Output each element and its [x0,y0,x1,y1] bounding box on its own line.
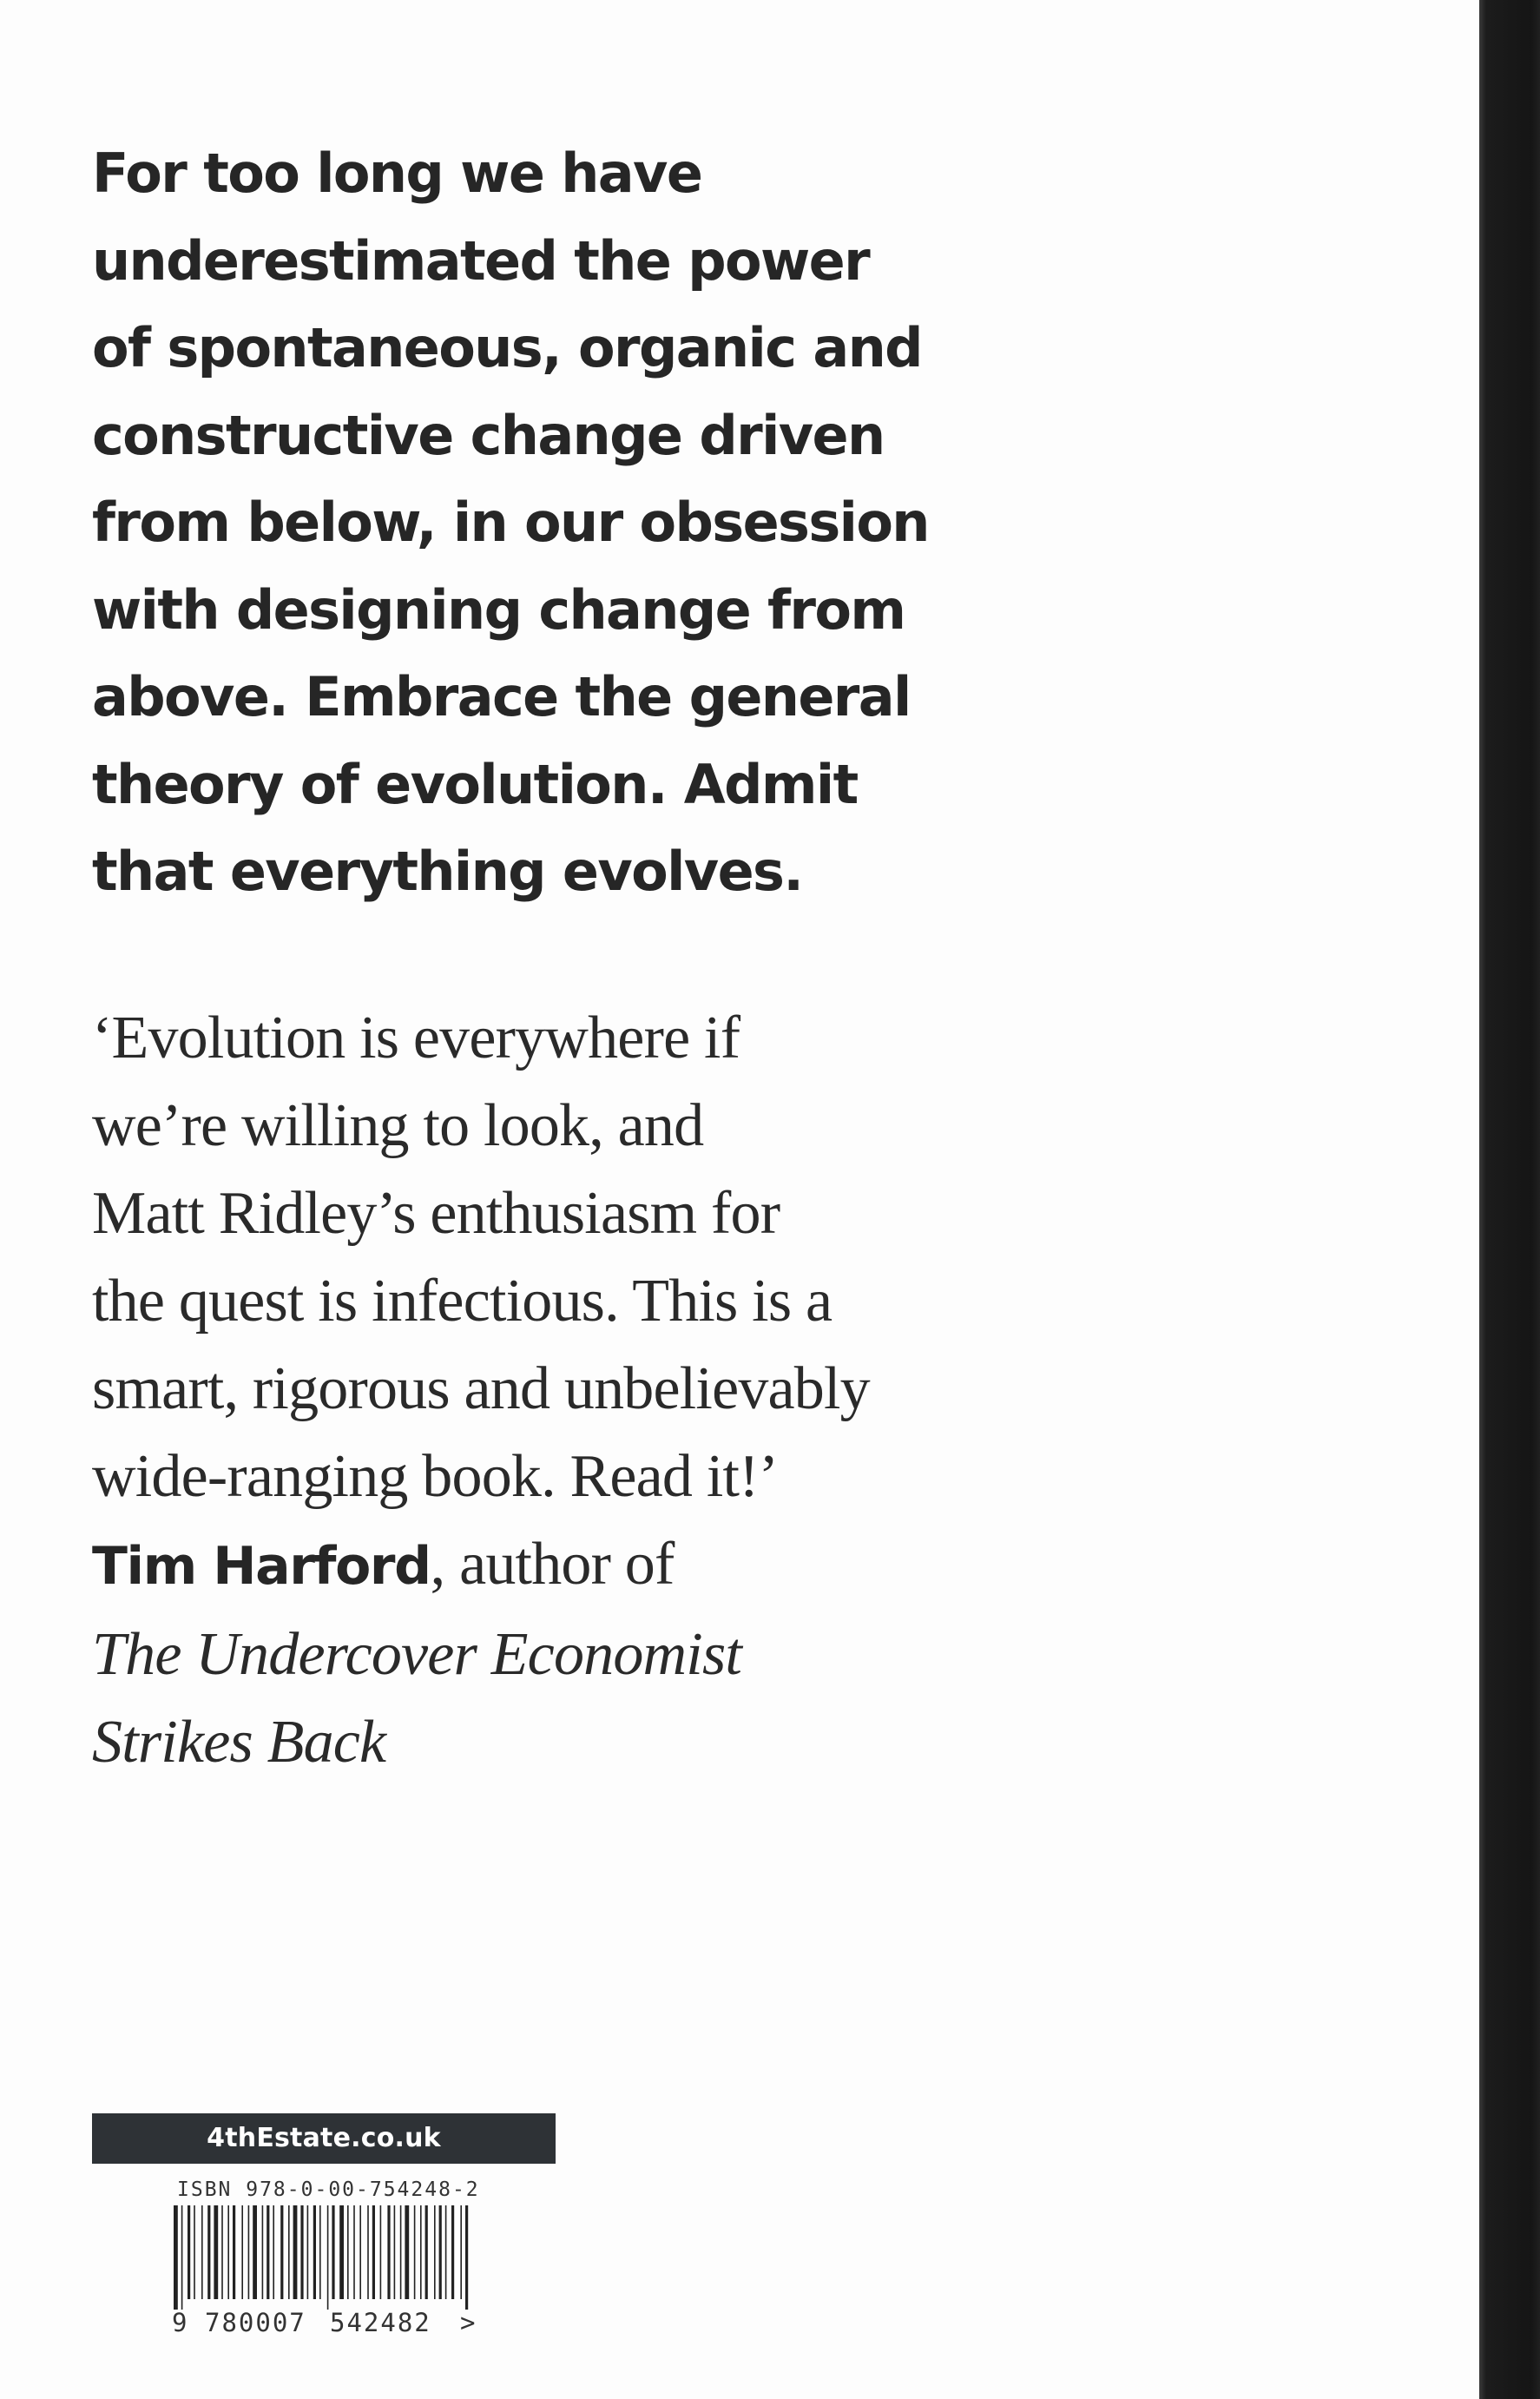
barcode-bar [280,2205,283,2299]
blurb-line: constructive change driven [92,403,885,467]
barcode-bar [451,2205,454,2299]
barcode-bar [387,2205,390,2299]
barcode-bar [288,2205,290,2299]
barcode-bar [414,2205,416,2299]
barcode-bar [400,2205,402,2299]
barcode-bar [425,2205,428,2299]
quote-attribution [92,1520,1047,1611]
blurb-line: above. Embrace the general [92,665,911,728]
quote-line: the quest is infectious. This is a [92,1268,833,1335]
blurb-line: For too long we have [92,142,702,205]
barcode-bar [201,2205,203,2299]
barcode-bar [188,2205,190,2299]
barcode [170,2205,500,2310]
publisher-website-bar[interactable]: 4thEstate.co.uk [92,2113,556,2164]
barcode-bar [420,2205,422,2299]
barcode-quiet-marker: > [460,2308,477,2337]
barcode-bar [293,2205,298,2299]
barcode-digit-prefix: 9 [172,2308,189,2337]
blurb-line: of spontaneous, organic and [92,316,922,379]
barcode-bar [353,2205,355,2299]
barcode-bar [214,2205,218,2299]
barcode-bar [439,2205,442,2299]
barcode-bar [181,2205,183,2310]
barcode-bar [174,2205,178,2310]
barcode-bar [380,2205,382,2299]
barcode-bar [394,2205,396,2299]
spine-edge [1479,0,1540,2399]
barcode-bar [405,2205,409,2299]
barcode-bar [248,2205,250,2299]
barcode-bar [332,2205,334,2299]
barcode-bar [359,2205,361,2299]
barcode-bar [372,2205,375,2299]
barcode-bar [300,2205,303,2299]
barcode-bar [434,2205,436,2299]
barcode-bar [465,2205,468,2310]
isbn-label: ISBN 978-0-00-754248-2 [177,2178,480,2201]
barcode-digits-right: 542482 [330,2308,431,2337]
barcode-bar [241,2205,243,2299]
reviewer-name: Tim Harford [92,1536,431,1597]
barcode-bar [207,2205,210,2299]
blurb-text [92,130,977,916]
reviewer-book-title-cont: Strikes Back [92,1709,386,1776]
barcode-bar [327,2205,329,2310]
barcode-bar [233,2205,235,2299]
barcode-bar [313,2205,316,2299]
barcode-bar [273,2205,274,2299]
barcode-bar [262,2205,264,2299]
barcode-bar [339,2205,344,2299]
barcode-bar [221,2205,223,2299]
blurb-line: underestimated the power [92,228,870,293]
barcode-bar [194,2205,195,2299]
barcode-bar [253,2205,257,2299]
barcode-bar [227,2205,229,2299]
quote-line: we’re willing to look, and [92,1092,704,1159]
quote-line: wide-ranging book. Read it!’ [92,1443,779,1510]
quote-line: ‘Evolution is everywhere if [92,1005,740,1071]
barcode-bar [460,2205,462,2299]
quote-line: smart, rigorous and unbelievably [92,1355,870,1422]
reviewer-role: , author of [430,1531,675,1598]
barcode-digits-left: 780007 [205,2308,306,2337]
reviewer-book-title: The Undercover Economist [92,1621,742,1688]
review-quote [92,994,1047,1786]
barcode-bar [367,2205,369,2299]
quote-line: Matt Ridley’s enthusiasm for [92,1180,780,1247]
barcode-bar [267,2205,269,2299]
blurb-line: with designing change from [92,577,905,642]
barcode-bar [307,2205,309,2299]
blurb-line: theory of evolution. Admit [92,752,858,816]
barcode-bar [347,2205,349,2299]
barcode-bar [445,2205,447,2299]
blurb-line: from below, in our obsession [92,491,929,554]
barcode-bar [319,2205,321,2299]
blurb-line: that everything evolves. [92,840,803,903]
